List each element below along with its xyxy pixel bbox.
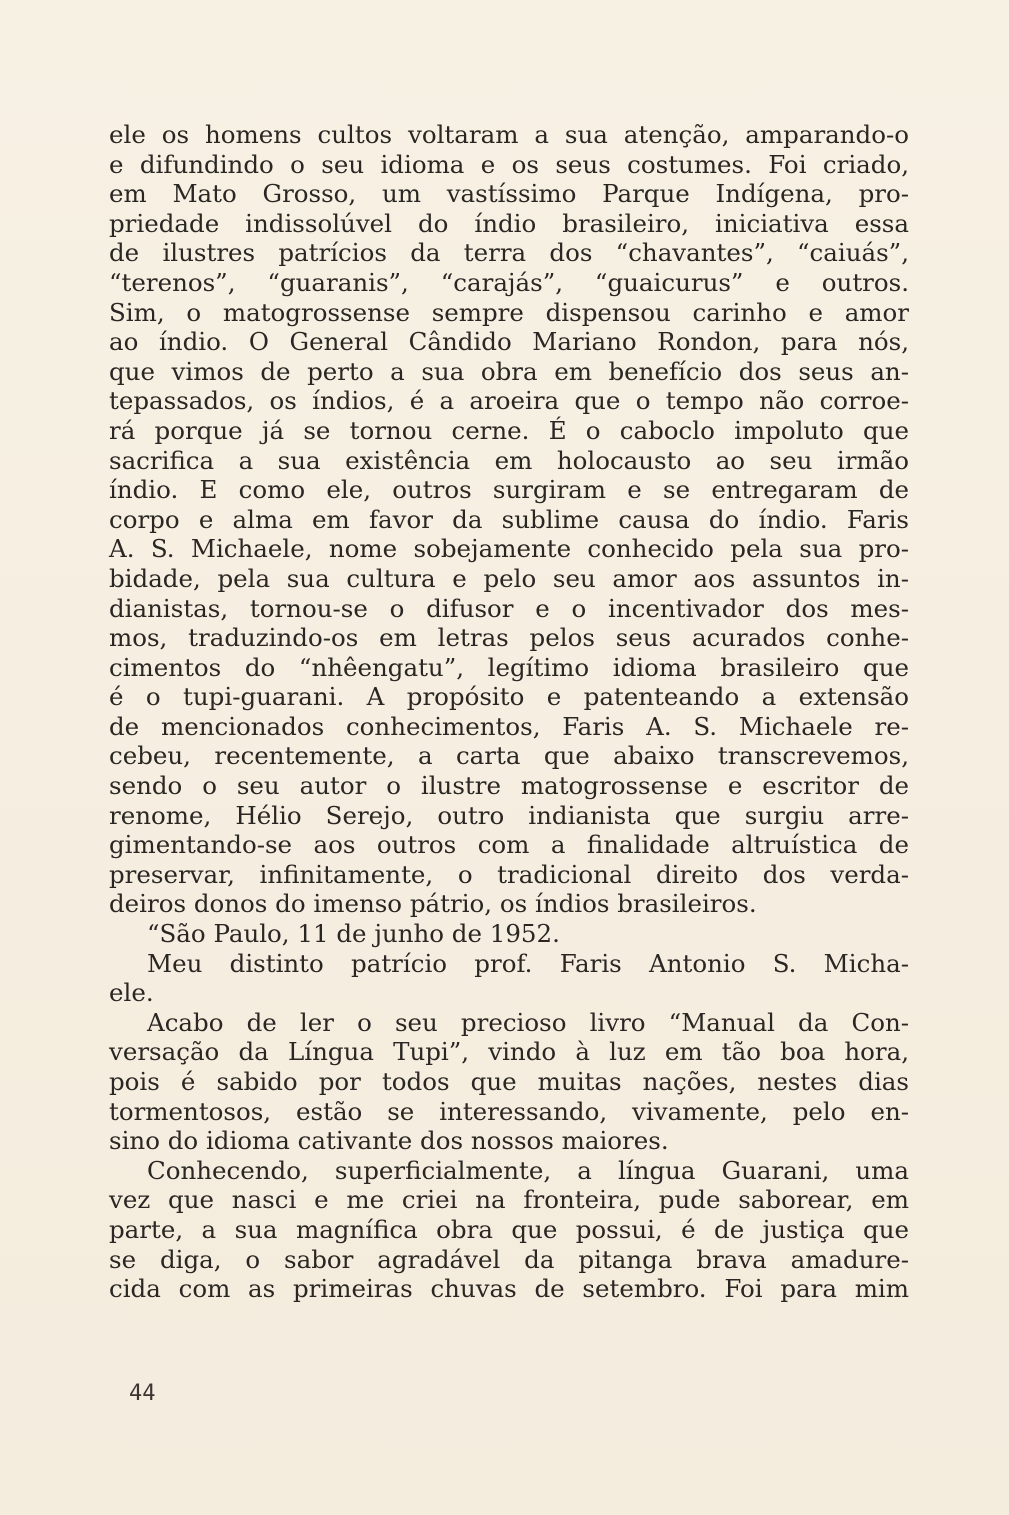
text-line: sacrifica a sua existência em holocausto ao seu irmão [109,445,909,475]
text-line: renome, Hélio Serejo, outro indianista que surgiu arre- [109,800,909,830]
text-line: cimentos do “nhêengatu”, legítimo idioma brasileiro que [109,652,909,682]
text-line: preservar, infinitamente, o tradicional direito dos verda- [109,859,909,889]
page-number: 44 [129,1381,156,1406]
text-line: ao índio. O General Cândido Mariano Rondon, para nós, [109,327,909,357]
text-line: é o tupi-guarani. A propósito e patenteando a extensão [109,682,909,712]
text-line: ele os homens cultos voltaram a sua atenção, amparando-o [109,120,909,149]
text-line: cida com as primeiras chuvas de setembro. Foi para mim [109,1274,909,1304]
letter-date-line: “São Paulo, 11 de junho de 1952. [147,919,560,949]
text-line: “terenos”, “guaranis”, “carajás”, “guaicurus” e outros. [109,267,909,297]
text-line: bidade, pela sua cultura e pelo seu amor aos assuntos in- [109,563,909,593]
text-line: cebeu, recentemente, a carta que abaixo transcrevemos, [109,741,909,771]
text-line: versação da Língua Tupi”, vindo à luz em tão boa hora, [109,1037,909,1067]
text-line: dianistas, tornou-se o difusor e o incentivador dos mes- [109,593,909,623]
text-line: priedade indissolúvel do índio brasileiro, iniciativa essa [109,208,909,238]
text-line: sendo o seu autor o ilustre matogrossense e escritor de [109,771,909,801]
text-line: parte, a sua magnífica obra que possui, é de justiça que [109,1214,909,1244]
text-line: tepassados, os índios, é a aroeira que o tempo não corroe- [109,386,909,416]
text-line: Conhecendo, superficialmente, a língua Guarani, uma [147,1155,909,1185]
text-line: corpo e alma em favor da sublime causa do índio. Faris [109,504,909,534]
text-line: se diga, o sabor agradável da pitanga brava amadure- [109,1244,909,1274]
text-line: Acabo de ler o seu precioso livro “Manual da Con- [147,1007,909,1037]
text-line: de ilustres patrícios da terra dos “chavantes”, “caiuás”, [109,238,909,268]
text-line: deiros donos do imenso pátrio, os índios brasileiros. [109,889,757,919]
body-text [109,120,909,1304]
text-line: ele. [109,978,154,1008]
text-line: gimentando-se aos outros com a finalidade altruística de [109,830,909,860]
text-line: pois é sabido por todos que muitas nações, nestes dias [109,1067,909,1096]
text-line: A. S. Michaele, nome sobejamente conhecido pela sua pro- [109,534,909,564]
letter-salutation-line: Meu distinto patrício prof. Faris Antonio S. Micha- [147,948,909,978]
text-line: em Mato Grosso, um vastíssimo Parque Indígena, pro- [109,179,909,209]
text-line: mos, traduzindo-os em letras pelos seus acurados conhe- [109,623,909,653]
text-line: sino do idioma cativante dos nossos maiores. [109,1126,669,1156]
text-line: índio. E como ele, outros surgiram e se entregaram de [109,475,909,505]
text-line: que vimos de perto a sua obra em benefício dos seus an- [109,356,909,386]
text-line: Sim, o matogrossense sempre dispensou carinho e amor [109,297,909,327]
text-line: e difundindo o seu idioma e os seus costumes. Foi criado, [109,149,909,179]
text-line: rá porque já se tornou cerne. É o caboclo impoluto que [109,415,909,445]
text-line: tormentosos, estão se interessando, vivamente, pelo en- [109,1096,909,1126]
text-line: vez que nasci e me criei na fronteira, pude saborear, em [109,1185,909,1215]
text-line: de mencionados conhecimentos, Faris A. S. Michaele re- [109,711,909,741]
